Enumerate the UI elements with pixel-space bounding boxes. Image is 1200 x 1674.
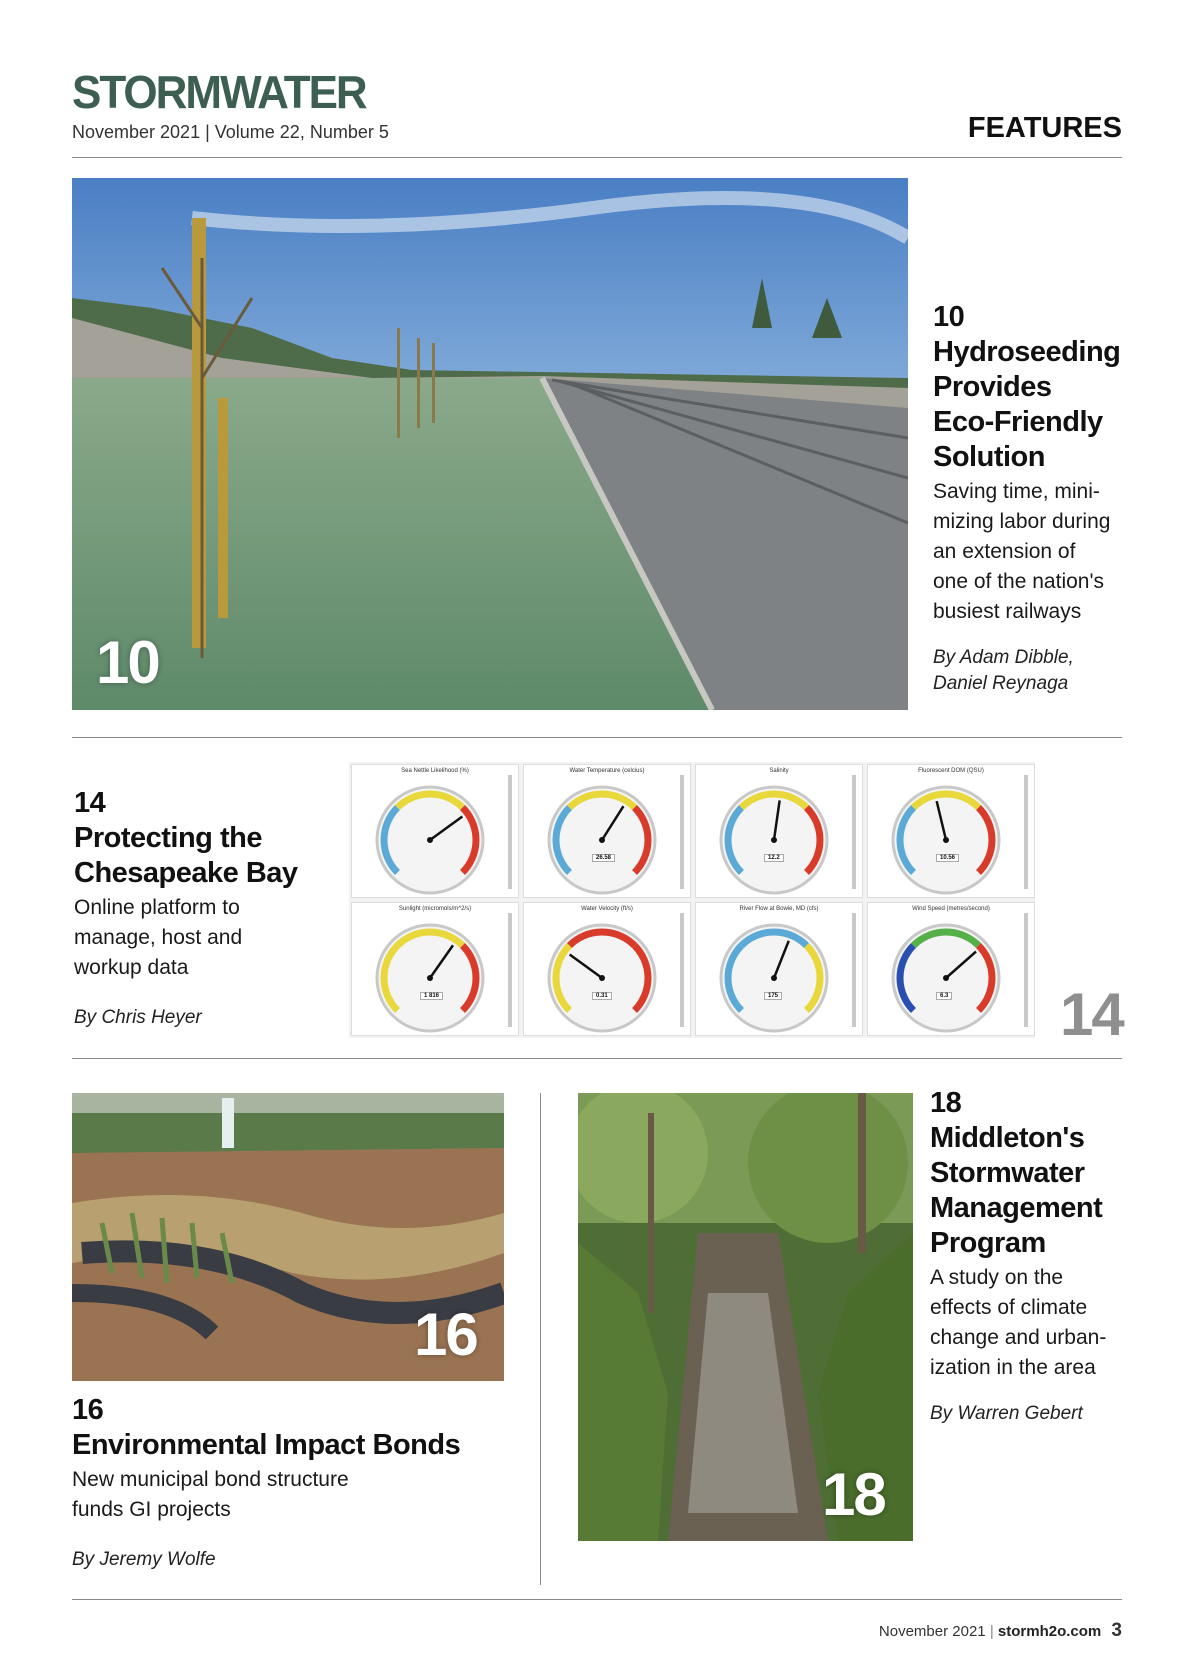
gauge-widget xyxy=(695,764,863,898)
article-10-byline: By Adam Dibble, xyxy=(933,647,1074,668)
gauge-hub xyxy=(599,837,605,843)
article-16-title[interactable]: Environmental Impact Bonds xyxy=(72,1429,461,1461)
article-14-title-line[interactable]: Chesapeake Bay xyxy=(74,857,298,889)
gauge-value: 26.58 xyxy=(592,854,615,862)
article-14-block xyxy=(74,786,344,1031)
issue-info: November 2021 | Volume 22, Number 5 xyxy=(72,122,389,142)
gauge-title: Water Velocity (ft/s) xyxy=(581,906,633,912)
page-number: 3 xyxy=(1111,1620,1122,1641)
article-16-number[interactable]: 16 xyxy=(72,1394,104,1426)
gauge-dashboard xyxy=(349,762,1035,1038)
article-14-desc-line: manage, host and xyxy=(74,926,243,949)
article-10-title-line[interactable]: Solution xyxy=(933,441,1045,473)
gauge-scrollbar xyxy=(1024,913,1028,1027)
gauge-title: Water Temperature (celcius) xyxy=(569,768,645,774)
gauge-scrollbar xyxy=(1024,775,1028,889)
gauge-title: Wind Speed (metres/second) xyxy=(912,906,990,912)
gauge-scrollbar xyxy=(852,913,856,1027)
article-18-title-line[interactable]: Program xyxy=(930,1227,1046,1259)
gauge-value: 10.56 xyxy=(936,854,959,862)
article-18-desc-line: A study on the xyxy=(930,1266,1064,1289)
footer-date: November 2021 xyxy=(878,1623,986,1640)
article-18-block xyxy=(930,1086,1130,1427)
railway-hydroseeding-photo xyxy=(72,178,908,710)
gauge-value: 12.2 xyxy=(764,854,784,862)
gauge-hub xyxy=(599,975,605,981)
gauge-scrollbar xyxy=(680,913,684,1027)
article-18-title-line[interactable]: Middleton's xyxy=(930,1122,1085,1154)
article-10-title-line[interactable]: Hydroseeding xyxy=(933,336,1121,368)
gauge-hub xyxy=(771,975,777,981)
gauge-title: Sea Nettle Likelihood (%) xyxy=(401,768,469,774)
article-18-desc-line: effects of climate xyxy=(930,1296,1088,1319)
gauge-scrollbar xyxy=(508,775,512,889)
gauge-value: 0.31 xyxy=(592,992,612,1000)
gauge-hub xyxy=(427,975,433,981)
article-10-desc-line: an extension of xyxy=(933,540,1076,563)
gauge-value: 6.3 xyxy=(936,992,952,1000)
section-rule xyxy=(72,737,1122,738)
gauge-scrollbar xyxy=(508,913,512,1027)
gauge-scrollbar xyxy=(680,775,684,889)
article-10-block xyxy=(933,300,1133,697)
gauge-hub xyxy=(771,837,777,843)
gauge-title: Sunlight (micromols/m^2/s) xyxy=(398,906,472,912)
gauge-title: Fluorescent DOM (QSU) xyxy=(918,768,984,774)
gauge-title: River Flow at Bowie, MD (cfs) xyxy=(739,906,819,912)
article-18-byline: By Warren Gebert xyxy=(930,1403,1083,1424)
article-10-desc-line: one of the nation's xyxy=(933,570,1104,593)
article-10-desc-line: busiest railways xyxy=(933,600,1082,623)
article-14-number[interactable]: 14 xyxy=(74,787,106,819)
article-10-title-line[interactable]: Eco-Friendly xyxy=(933,406,1103,438)
gauge-hub xyxy=(427,837,433,843)
gauge-widget xyxy=(523,764,691,898)
article-14-byline: By Chris Heyer xyxy=(74,1007,202,1028)
section-rule xyxy=(72,1058,1122,1059)
section-title: FEATURES xyxy=(967,112,1122,144)
gauge-widget xyxy=(351,902,519,1036)
gauge-widget xyxy=(351,764,519,898)
article-18-number[interactable]: 18 xyxy=(930,1087,962,1119)
article-18-desc-line: ization in the area xyxy=(930,1356,1096,1379)
gauge-widget xyxy=(695,902,863,1036)
article-16-block xyxy=(72,1393,502,1573)
footer-rule xyxy=(72,1599,1122,1600)
article-10-byline: Daniel Reynaga xyxy=(933,673,1069,694)
masthead-logo: STORMWATER xyxy=(72,66,366,119)
article-10-desc-line: Saving time, mini- xyxy=(933,480,1100,503)
article-16-byline: By Jeremy Wolfe xyxy=(72,1549,216,1570)
gauge-hub xyxy=(943,837,949,843)
article-10-title-line[interactable]: Provides xyxy=(933,371,1052,403)
article-18-title-line[interactable]: Stormwater xyxy=(930,1157,1085,1189)
article-14-desc-line: workup data xyxy=(74,956,189,979)
photo-number-18: 18 xyxy=(822,1461,885,1528)
article-10-desc-line: mizing labor during xyxy=(933,510,1111,533)
photo-number-10: 10 xyxy=(96,629,159,696)
gauge-widget xyxy=(867,902,1035,1036)
gauge-scrollbar xyxy=(852,775,856,889)
gauge-value: 175 xyxy=(764,992,782,1000)
footer-site-link[interactable]: stormh2o.com xyxy=(997,1623,1102,1640)
gauge-widget xyxy=(867,764,1035,898)
article-16-desc-line: funds GI projects xyxy=(72,1498,231,1521)
article-18-title-line[interactable]: Management xyxy=(930,1192,1103,1224)
article-10-number[interactable]: 10 xyxy=(933,301,965,333)
photo-number-14: 14 xyxy=(1060,981,1123,1048)
page-footer: November 2021 | stormh2o.com 3 xyxy=(878,1620,1122,1641)
article-14-desc-line: Online platform to xyxy=(74,896,240,919)
gauge-value: 1 816 xyxy=(420,992,443,1000)
photo-number-16: 16 xyxy=(414,1301,477,1368)
column-divider xyxy=(540,1093,541,1585)
article-18-desc-line: change and urban- xyxy=(930,1326,1107,1349)
gauge-widget xyxy=(523,902,691,1036)
gauge-title: Salinity xyxy=(769,768,789,774)
article-16-desc-line: New municipal bond structure xyxy=(72,1468,349,1491)
header-rule xyxy=(72,157,1122,158)
gauge-hub xyxy=(943,975,949,981)
article-14-title-line[interactable]: Protecting the xyxy=(74,822,262,854)
